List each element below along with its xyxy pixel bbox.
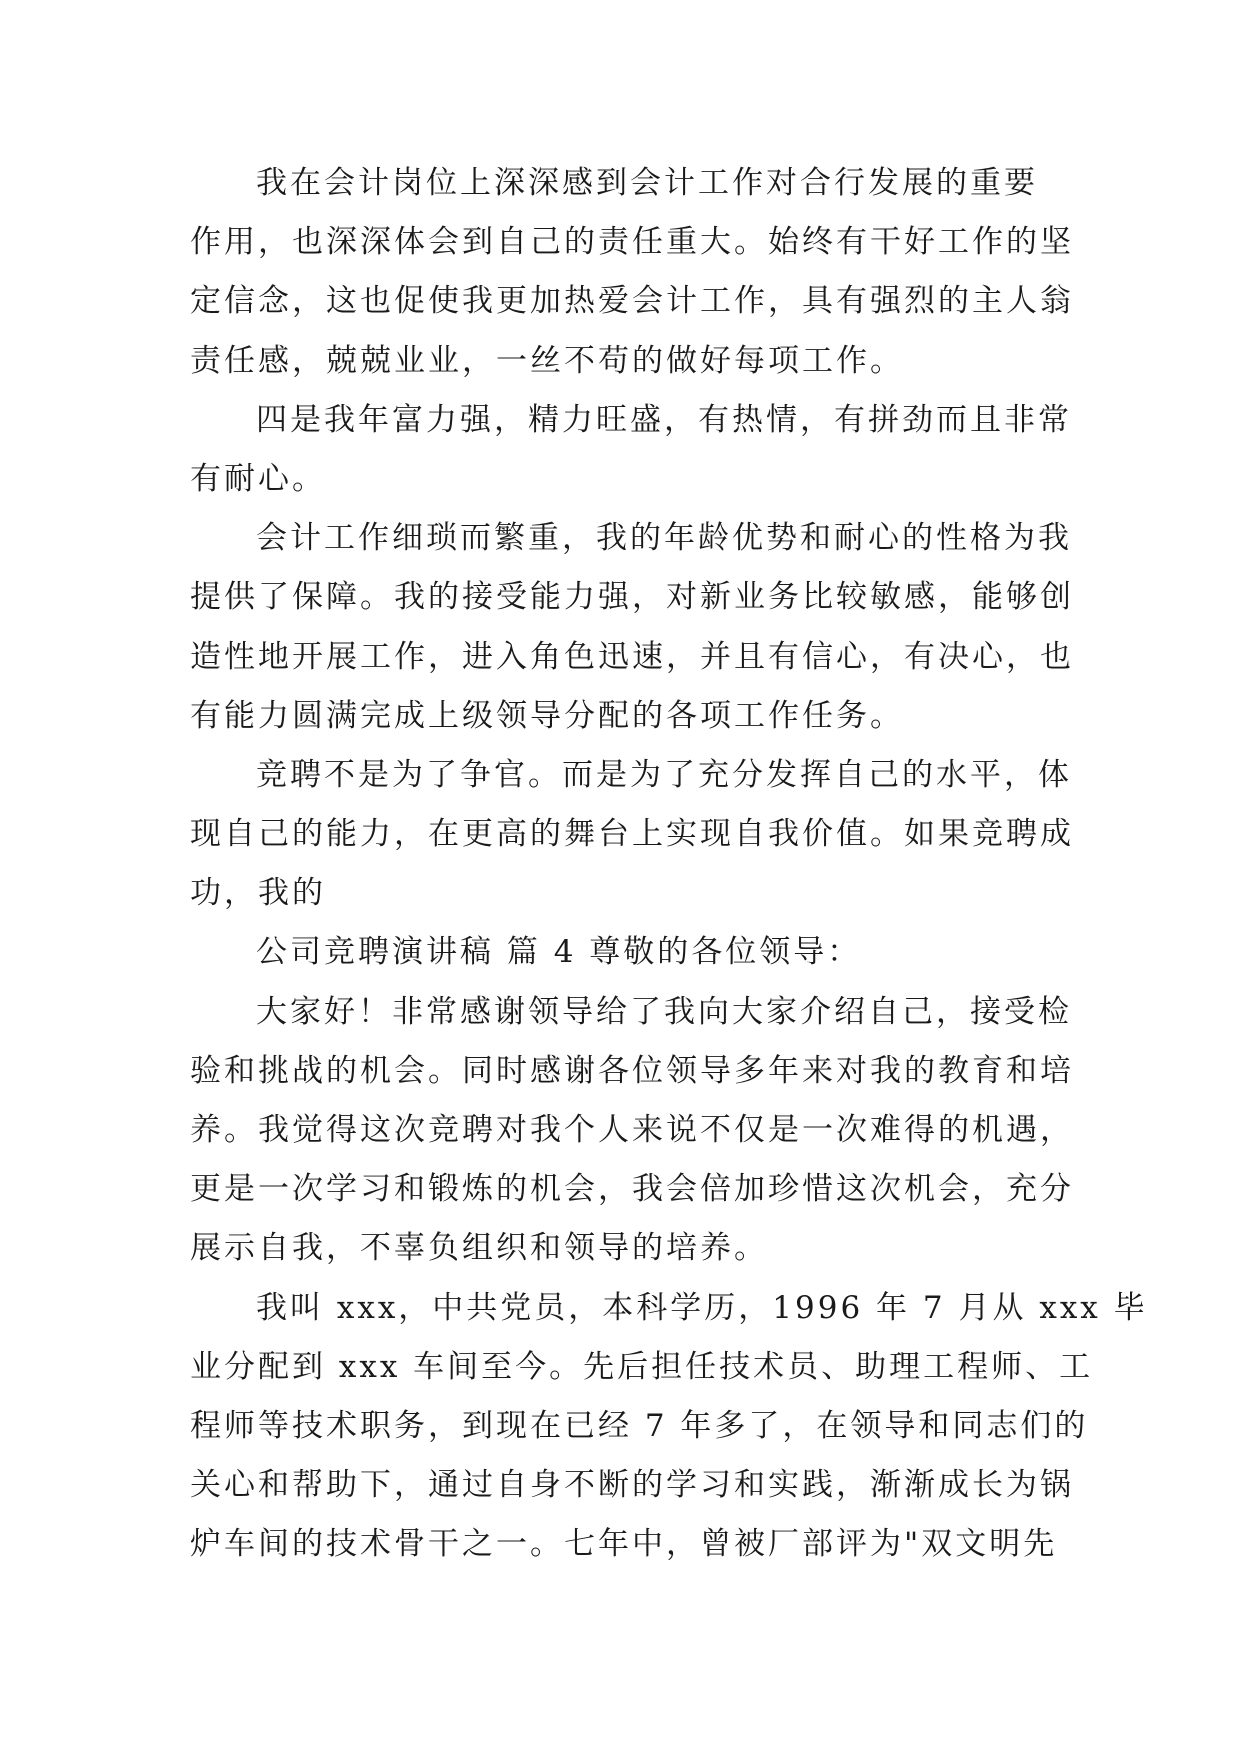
document-body <box>190 154 1148 1575</box>
text-line: 造性地开展工作，进入角色迅速，并且有信心，有决心，也 <box>190 638 1074 675</box>
text-line: 关心和帮助下，通过自身不断的学习和实践，渐渐成长为锅 <box>190 1467 1074 1504</box>
text-line: 验和挑战的机会。同时感谢各位领导多年来对我的教育和培 <box>190 1052 1074 1089</box>
text-line: 定信念，这也促使我更加热爱会计工作，具有强烈的主人翁 <box>190 283 1074 320</box>
text-line: 四是我年富力强，精力旺盛，有热情，有拼劲而且非常 <box>256 401 1072 438</box>
text-line: 我在会计岗位上深深感到会计工作对合行发展的重要 <box>256 165 1038 201</box>
text-line: 功，我的 <box>190 875 326 912</box>
text-line: 更是一次学习和锻炼的机会，我会倍加珍惜这次机会，充分 <box>190 1171 1074 1208</box>
text-line: 竞聘不是为了争官。而是为了充分发挥自己的水平，体 <box>256 756 1072 793</box>
section-heading: 公司竞聘演讲稿 篇 4 尊敬的各位领导： <box>256 934 862 971</box>
text-line: 有能力圆满完成上级领导分配的各项工作任务。 <box>190 697 904 734</box>
text-line: 业分配到 xxx 车间至今。先后担任技术员、助理工程师、工 <box>190 1348 1094 1385</box>
text-line: 我叫 xxx，中共党员，本科学历，1996 年 7 月从 xxx 毕 <box>256 1289 1148 1326</box>
text-line: 程师等技术职务，到现在已经 7 年多了，在领导和同志们的 <box>190 1407 1089 1444</box>
text-line: 责任感，兢兢业业，一丝不苟的做好每项工作。 <box>190 342 904 379</box>
text-line: 展示自我，不辜负组织和领导的培养。 <box>190 1230 768 1267</box>
text-line: 炉车间的技术骨干之一。七年中，曾被厂部评为"双文明先 <box>190 1526 1058 1563</box>
text-line: 提供了保障。我的接受能力强，对新业务比较敏感，能够创 <box>190 579 1074 616</box>
text-line: 有耐心。 <box>190 460 326 497</box>
text-line: 现自己的能力，在更高的舞台上实现自我价值。如果竞聘成 <box>190 816 1074 853</box>
text-line: 会计工作细琐而繁重，我的年龄优势和耐心的性格为我 <box>256 520 1072 557</box>
text-line: 养。我觉得这次竞聘对我个人来说不仅是一次难得的机遇， <box>190 1112 1074 1148</box>
text-line: 大家好！非常感谢领导给了我向大家介绍自己，接受检 <box>256 993 1072 1030</box>
text-line: 作用，也深深体会到自己的责任重大。始终有干好工作的坚 <box>190 224 1074 261</box>
